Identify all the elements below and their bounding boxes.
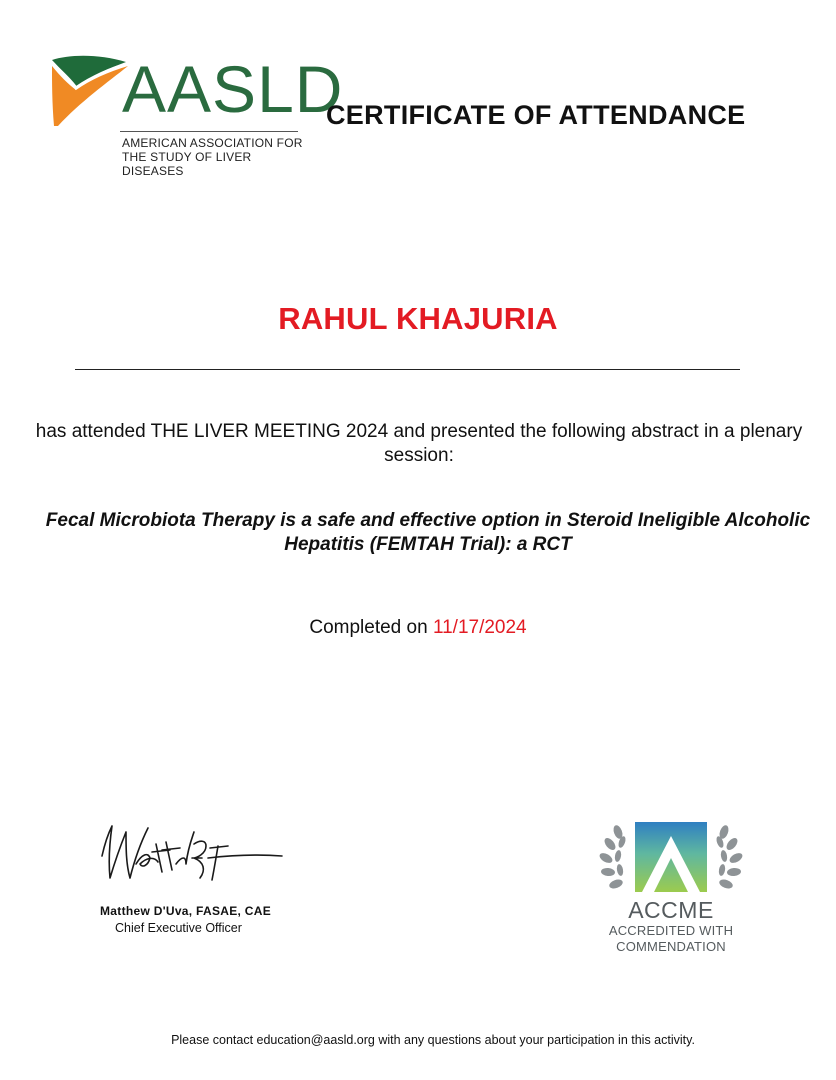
accme-laurel-icon bbox=[596, 818, 746, 898]
logo-subtitle-line2: THE STUDY OF LIVER DISEASES bbox=[122, 150, 252, 178]
logo-subtitle bbox=[122, 136, 310, 178]
logo-divider bbox=[120, 131, 298, 132]
signer-name: Matthew D'Uva, FASAE, CAE bbox=[100, 904, 272, 918]
accme-name: ACCME bbox=[628, 897, 714, 923]
accme-seal bbox=[596, 818, 746, 963]
accme-accredited-line: ACCREDITED WITH bbox=[608, 923, 734, 938]
accme-commendation-line: COMMENDATION bbox=[616, 939, 726, 954]
name-underline bbox=[75, 369, 740, 370]
logo-subtitle-line1: AMERICAN ASSOCIATION FOR bbox=[122, 136, 303, 150]
signer-title: Chief Executive Officer bbox=[115, 921, 242, 935]
attendance-statement: has attended THE LIVER MEETING 2024 and presented the following abstract in a plenary session: bbox=[35, 421, 803, 466]
aasld-logo bbox=[50, 52, 344, 178]
completion-line bbox=[0, 617, 836, 639]
certificate-title: CERTIFICATE OF ATTENDANCE bbox=[326, 100, 746, 130]
footer-contact-note: Please contact education@aasld.org with any questions about your participation in this activity. bbox=[171, 1033, 695, 1047]
abstract-title: Fecal Microbiota Therapy is a safe and effective option in Steroid Ineligible Alcoholic Hepatitis (FEMTAH Trial): a RCT bbox=[45, 510, 811, 555]
logo-wordmark: AASLD bbox=[122, 52, 344, 126]
completed-label: Completed on bbox=[309, 617, 428, 638]
completed-date: 11/17/2024 bbox=[432, 617, 527, 638]
recipient-name: RAHUL KHAJURIA bbox=[278, 301, 558, 336]
aasld-logo-mark-icon bbox=[50, 52, 130, 128]
signature-icon bbox=[96, 818, 296, 903]
